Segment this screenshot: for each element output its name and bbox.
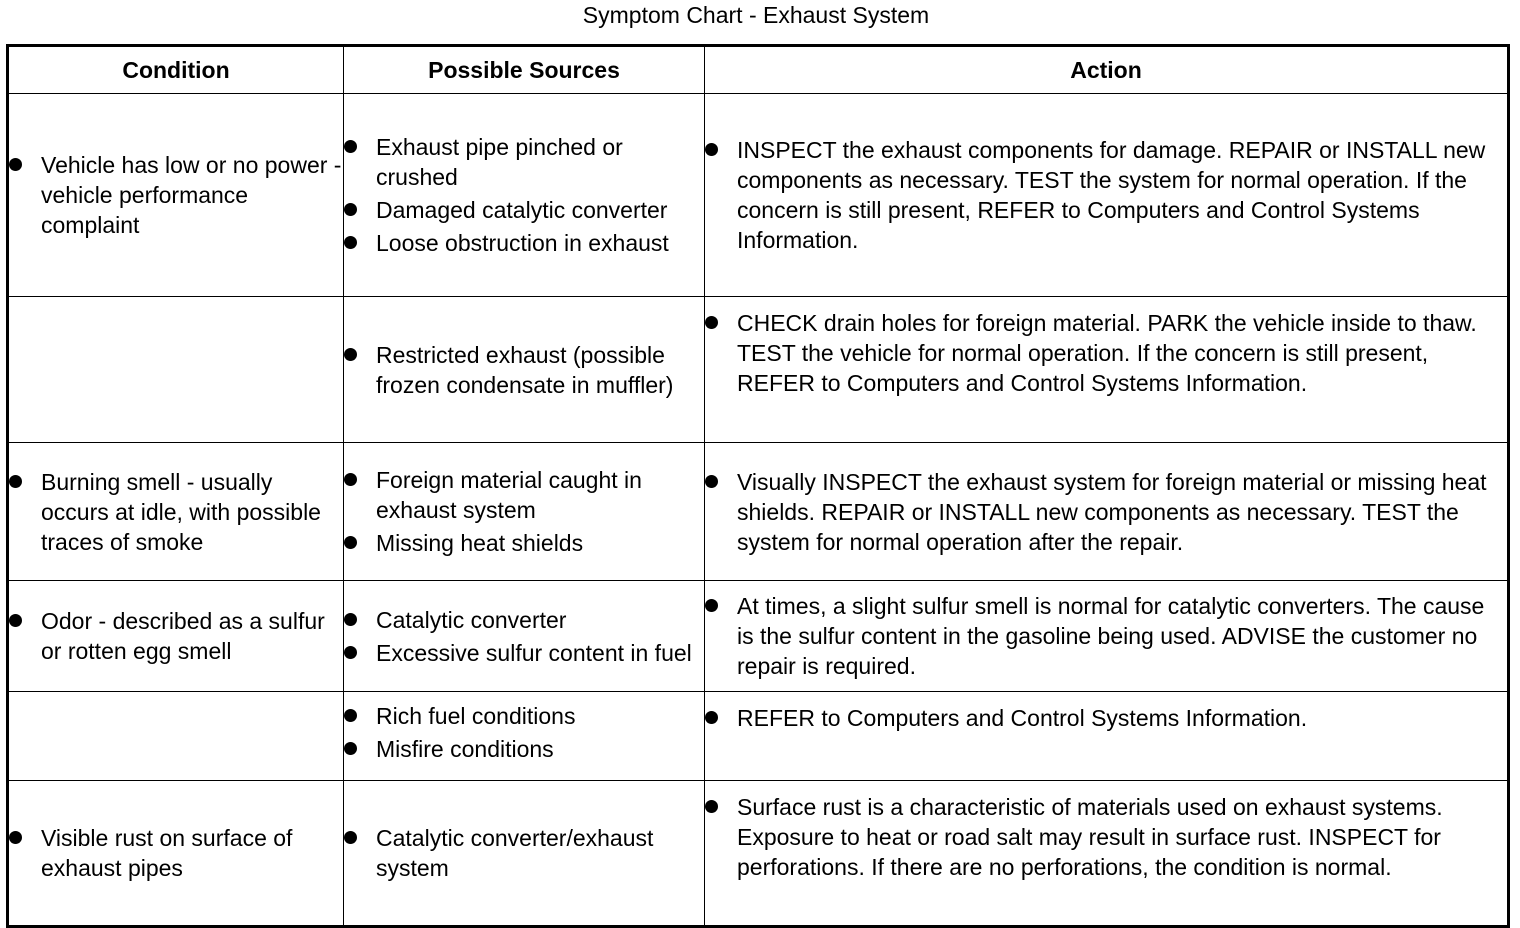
condition-cell xyxy=(8,781,344,927)
action-list xyxy=(705,467,1507,557)
page-title: Symptom Chart - Exhaust System xyxy=(582,2,930,28)
condition-list xyxy=(9,467,343,557)
condition-list xyxy=(9,823,343,883)
sources-cell xyxy=(344,781,705,927)
header-possible-sources: Possible Sources xyxy=(344,46,705,94)
condition-cell xyxy=(8,443,344,581)
action-cell xyxy=(705,581,1509,692)
condition-item: Odor - described as a sulfur or rotten egg smell xyxy=(9,606,343,666)
sources-list xyxy=(344,132,704,258)
table-row xyxy=(8,94,1509,297)
sources-list xyxy=(344,701,704,764)
sources-cell xyxy=(344,443,705,581)
condition-cell xyxy=(8,692,344,781)
condition-list xyxy=(9,150,343,240)
source-item: Missing heat shields xyxy=(344,528,704,558)
header-action: Action xyxy=(705,46,1509,94)
source-item: Catalytic converter xyxy=(344,605,704,635)
source-item: Excessive sulfur content in fuel xyxy=(344,638,704,668)
action-cell xyxy=(705,443,1509,581)
condition-item: Burning smell - usually occurs at idle, with possible traces of smoke xyxy=(9,467,343,557)
table-row xyxy=(8,581,1509,692)
action-cell xyxy=(705,297,1509,443)
table-row xyxy=(8,781,1509,927)
sources-list xyxy=(344,465,704,558)
action-item: Surface rust is a characteristic of materials used on exhaust systems. Exposure to heat or road salt may result in surface rust. INSPECT for perforations. If there are no perforations, the condition is normal. xyxy=(705,792,1507,882)
symptom-chart-table xyxy=(6,44,1510,928)
condition-cell xyxy=(8,297,344,443)
sources-list xyxy=(344,605,704,668)
action-cell xyxy=(705,692,1509,781)
action-cell xyxy=(705,94,1509,297)
action-list xyxy=(705,591,1507,681)
action-item: INSPECT the exhaust components for damage. REPAIR or INSTALL new components as necessary. TEST the system for normal operation. If the concern is still present, REFER to Computers and Control Systems Information. xyxy=(705,135,1507,255)
source-item: Rich fuel conditions xyxy=(344,701,704,731)
source-item: Foreign material caught in exhaust system xyxy=(344,465,704,525)
header-row xyxy=(8,46,1509,94)
action-item: REFER to Computers and Control Systems Information. xyxy=(705,703,1507,733)
source-item: Exhaust pipe pinched or crushed xyxy=(344,132,704,192)
action-item: Visually INSPECT the exhaust system for foreign material or missing heat shields. REPAIR or INSTALL new components as necessary. TEST the system for normal operation after the repair. xyxy=(705,467,1507,557)
action-list xyxy=(705,792,1507,882)
source-item: Catalytic converter/exhaust system xyxy=(344,823,704,883)
table-row xyxy=(8,692,1509,781)
action-list xyxy=(705,135,1507,255)
sources-cell xyxy=(344,581,705,692)
condition-list xyxy=(9,606,343,666)
condition-cell xyxy=(8,581,344,692)
action-item: At times, a slight sulfur smell is normal for catalytic converters. The cause is the sulfur content in the gasoline being used. ADVISE the customer no repair is required. xyxy=(705,591,1507,681)
table-row xyxy=(8,297,1509,443)
condition-item: Visible rust on surface of exhaust pipes xyxy=(9,823,343,883)
condition-item: Vehicle has low or no power - vehicle performance complaint xyxy=(9,150,343,240)
table-row xyxy=(8,443,1509,581)
sources-list xyxy=(344,823,704,883)
sources-cell xyxy=(344,692,705,781)
action-list xyxy=(705,308,1507,398)
action-item: CHECK drain holes for foreign material. PARK the vehicle inside to thaw. TEST the vehicle for normal operation. If the concern is still present, REFER to Computers and Control Systems Information. xyxy=(705,308,1507,398)
sources-list xyxy=(344,340,704,400)
condition-cell xyxy=(8,94,344,297)
sources-cell xyxy=(344,94,705,297)
action-list xyxy=(705,703,1507,733)
sources-cell xyxy=(344,297,705,443)
action-cell xyxy=(705,781,1509,927)
source-item: Damaged catalytic converter xyxy=(344,195,704,225)
source-item: Loose obstruction in exhaust xyxy=(344,228,704,258)
source-item: Misfire conditions xyxy=(344,734,704,764)
source-item: Restricted exhaust (possible frozen condensate in muffler) xyxy=(344,340,704,400)
header-condition: Condition xyxy=(8,46,344,94)
